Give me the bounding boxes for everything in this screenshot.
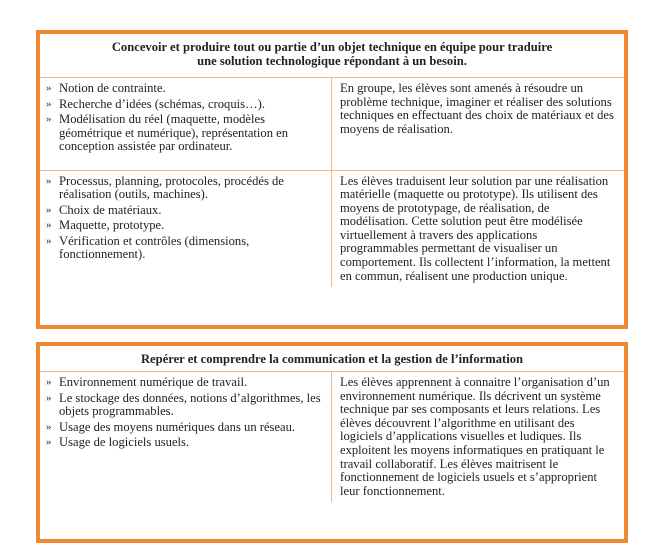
- bullet-icon: »: [46, 391, 52, 404]
- bullet-icon: »: [46, 219, 52, 232]
- bullet-icon: »: [46, 420, 52, 433]
- list-item: » Environnement numérique de travail.: [46, 375, 248, 389]
- table-row: [40, 78, 624, 170]
- section-title: [40, 34, 624, 78]
- bullet-icon: »: [46, 436, 52, 449]
- table-row: [40, 170, 624, 287]
- list-item: » Recherche d’idées (schémas, croquis…).: [46, 96, 265, 111]
- list-item: » Usage des moyens numériques dans un réseau.: [46, 419, 296, 434]
- section-title-line: Repérer et comprendre la communication et la gestion de l’information: [140, 352, 524, 366]
- list-item: » Le stockage des données, notions d’algorithmes, les objets programmables.: [46, 390, 321, 419]
- knowledge-cell: [40, 372, 332, 502]
- section-title-line: une solution technologique répondant à un besoin.: [197, 54, 467, 68]
- description-cell: [332, 170, 625, 287]
- description-text: Les élèves apprennent à connaitre l’organisation d’un environnement numérique. Ils décrivent un système technique par ses composants et leurs relations. Les élèves découvrent l’algorithme en utilisant des logiciels d’applications visuelles et ludiques. Ils exploitent les moyens informatiques en pratiquant le travail collaboratif. Les élèves maitrisent le fonctionnement de logiciels usuels et s’approprient leur fonctionnement.: [340, 375, 610, 498]
- bullet-icon: »: [46, 376, 52, 388]
- content-table: [40, 78, 624, 287]
- list-item: » Choix de matériaux.: [46, 202, 162, 217]
- bullet-icon: »: [46, 174, 52, 187]
- description-text: En groupe, les élèves sont amenés à résoudre un problème technique, imaginer et réaliser des solutions techniques en effectuant des choix de matériaux et des moyens de réalisation.: [340, 81, 614, 136]
- list-item: » Vérification et contrôles (dimensions, fonctionnement).: [46, 233, 250, 262]
- bullet-icon: »: [46, 203, 52, 216]
- description-cell: [332, 372, 625, 502]
- bullet-icon: »: [46, 113, 52, 126]
- list-item: » Maquette, prototype.: [46, 218, 165, 233]
- section-title: [40, 346, 624, 372]
- list-item: » Usage de logiciels usuels.: [46, 435, 190, 450]
- knowledge-cell: [40, 170, 332, 287]
- bullet-icon: »: [46, 82, 52, 94]
- section-design-produce: [36, 30, 628, 329]
- table-row: [40, 372, 624, 502]
- bullet-icon: »: [46, 97, 52, 110]
- knowledge-cell: [40, 78, 332, 170]
- section-communication-information: [36, 342, 628, 543]
- section-title-line: Concevoir et produire tout ou partie d’un objet technique en équipe pour traduire: [111, 40, 553, 54]
- content-table: [40, 372, 624, 502]
- list-item: » Notion de contrainte.: [46, 81, 166, 95]
- list-item: » Processus, planning, protocoles, procédés de réalisation (outils, machines).: [46, 173, 284, 202]
- description-cell: [332, 78, 625, 170]
- bullet-icon: »: [46, 234, 52, 247]
- list-item: » Modélisation du réel (maquette, modèles géométrique et numérique), représentation en conception assistée par ordinateur.: [46, 112, 289, 154]
- description-text: Les élèves traduisent leur solution par une réalisation matérielle (maquette ou prototype). Ils utilisent des moyens de prototypage, de réalisation, de modélisation. Cette solution peut être modélisée virtuellement à travers des applications programmables permettant de visualiser un comportement. Ils collectent l’information, la mettent en commun, réalisent une production unique.: [340, 173, 611, 283]
